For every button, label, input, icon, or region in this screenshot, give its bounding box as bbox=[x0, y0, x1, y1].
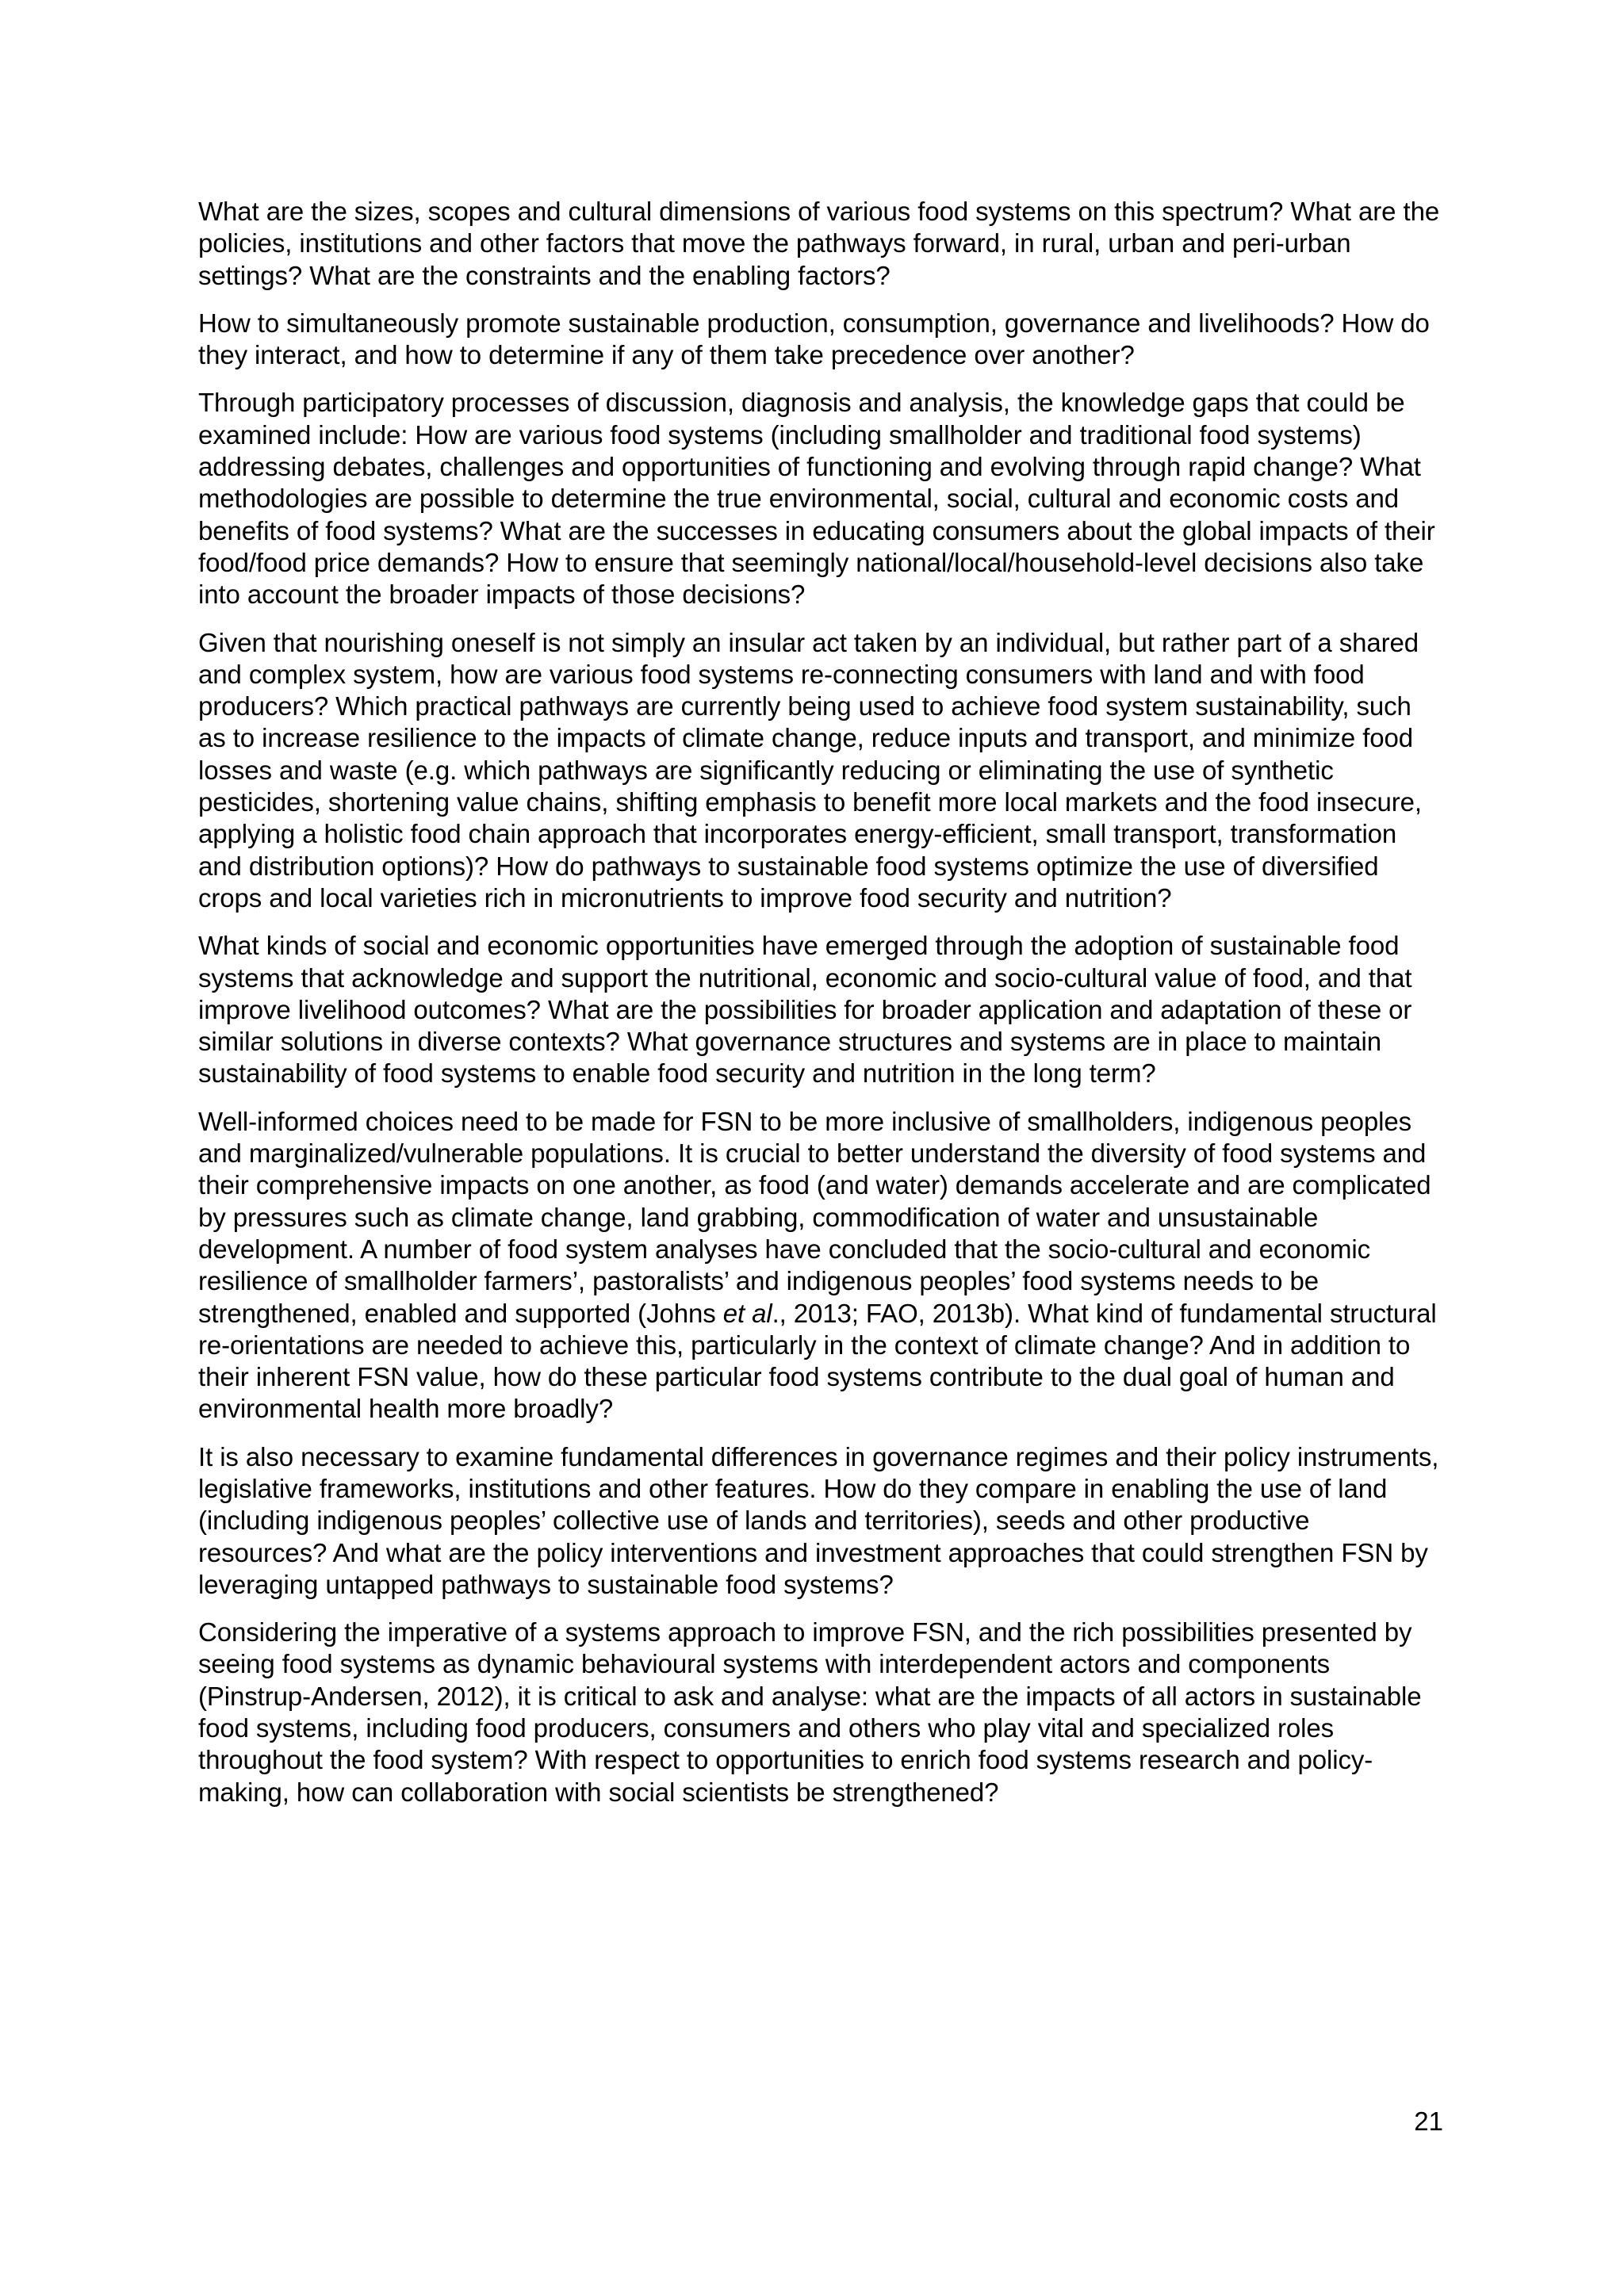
paragraph-6-text-after: ., 2013; FAO, 2013b). What kind of fundamental structural re-orientations are needed to achieve this, particularly in the context of climate change? And in addition to their inherent FSN value, how do these particular food systems contribute to the dual goal of human and environmental health more broadly? bbox=[198, 1298, 1437, 1424]
paragraph-7: It is also necessary to examine fundamental differences in governance regimes and their policy instruments, legislative frameworks, institutions and other features. How do they compare in enabling the use of land (including indigenous peoples’ collective use of lands and territories), seeds and other productive resources? And what are the policy interventions and investment approaches that could strengthen FSN by leveraging untapped pathways to sustainable food systems? bbox=[198, 1441, 1439, 1599]
paragraph-2: How to simultaneously promote sustainable production, consumption, governance and livelihoods? How do they interact, and how to determine if any of them take precedence over another? bbox=[198, 308, 1430, 370]
page-number: 21 bbox=[1414, 2107, 1443, 2136]
paragraph-3: Through participatory processes of discussion, diagnosis and analysis, the knowledge gaps that could be examined include: How are various food systems (including smallholder and traditional food systems) addressing debates, challenges and opportunities of functioning and evolving through rapid change? What methodologies are possible to determine the true environmental, social, cultural and economic costs and benefits of food systems? What are the successes in educating consumers about the global impacts of their food/food price demands? How to ensure that seemingly national/local/household-level decisions also take into account the broader impacts of those decisions? bbox=[198, 388, 1435, 610]
paragraph-6-citation-italic: et al bbox=[722, 1298, 772, 1328]
paragraph-8: Considering the imperative of a systems approach to improve FSN, and the rich possibilities presented by seeing food systems as dynamic behavioural systems with interdependent actors and components (Pinstrup-Andersen, 2012), it is critical to ask and analyse: what are the impacts of all actors in sustainable food systems, including food producers, consumers and others who play vital and specialized roles throughout the food system? With respect to opportunities to enrich food systems research and policy-making, how can collaboration with social scientists be strengthened? bbox=[198, 1617, 1422, 1807]
paragraph-4: Given that nourishing oneself is not simply an insular act taken by an individual, but rather part of a shared and complex system, how are various food systems re-connecting consumers with land and with food producers? Which practical pathways are currently being used to achieve food system sustainability, such as to increase resilience to the impacts of climate change, reduce inputs and transport, and minimize food losses and waste (e.g. which pathways are significantly reducing or eliminating the use of synthetic pesticides, shortening value chains, shifting emphasis to benefit more local markets and the food insecure, applying a holistic food chain approach that incorporates energy-efficient, small transport, transformation and distribution options)? How do pathways to sustainable food systems optimize the use of diversified crops and local varieties rich in micronutrients to improve food security and nutrition? bbox=[198, 627, 1422, 913]
paragraph-5: What kinds of social and economic opportunities have emerged through the adoption of sustainable food systems that acknowledge and support the nutritional, economic and socio-cultural value of food, and that improve livelihood outcomes? What are the possibilities for broader application and adaptation of these or similar solutions in diverse contexts? What governance structures and systems are in place to maintain sustainability of food systems to enable food security and nutrition in the long term? bbox=[198, 931, 1412, 1089]
paragraph-6-text-before: Well-informed choices need to be made for FSN to be more inclusive of smallholders, indigenous peoples and marginalized/vulnerable populations. It is crucial to better understand the diversity of food systems and their comprehensive impacts on one another, as food (and water) demands accelerate and are complicated by pressures such as climate change, land grabbing, commodification of water and unsustainable development. A number of food system analyses have concluded that the socio-cultural and economic resilience of smallholder farmers’, pastoralists’ and indigenous peoples’ food systems needs to be strengthened, enabled and supported (Johns bbox=[198, 1106, 1431, 1328]
page-body bbox=[198, 196, 1445, 1824]
paragraph-6 bbox=[198, 1106, 1445, 1425]
paragraph-1: What are the sizes, scopes and cultural dimensions of various food systems on this spectrum? What are the policies, institutions and other factors that move the pathways forward, in rural, urban and peri-urban settings? What are the constraints and the enabling factors? bbox=[198, 197, 1440, 290]
